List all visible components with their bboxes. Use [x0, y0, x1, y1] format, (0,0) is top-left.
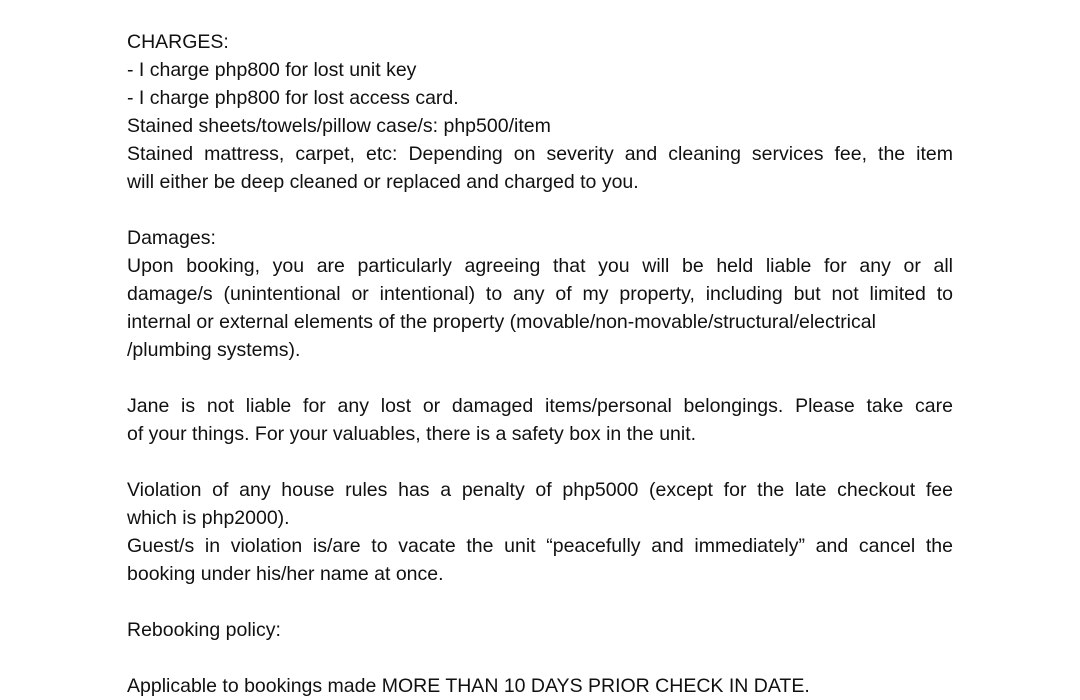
document-page [127, 28, 953, 700]
charge-stained-mattress-line-1: Stained mattress, carpet, etc: Depending on severity and cleaning services fee, the item [127, 143, 953, 165]
violation-line-2: which is php2000). [127, 507, 290, 529]
violation-line-1: Violation of any house rules has a penalty of php5000 (except for the late checkout fee [127, 479, 953, 501]
damages-line-2: damage/s (unintentional or intentional) to any of my property, including but not limited to [127, 283, 953, 305]
charge-stained-mattress-line-2: will either be deep cleaned or replaced and charged to you. [127, 171, 639, 193]
damages-line-1: Upon booking, you are particularly agreeing that you will be held liable for any or all [127, 255, 953, 277]
spacer [127, 196, 953, 224]
spacer [127, 364, 953, 392]
charge-item-lost-card: - I charge php800 for lost access card. [127, 87, 459, 109]
rebooking-applicability: Applicable to bookings made MORE THAN 10 DAYS PRIOR CHECK IN DATE. [127, 675, 810, 697]
damages-heading: Damages: [127, 227, 216, 249]
damages-line-3: internal or external elements of the property (movable/non-movable/structural/electrical [127, 311, 876, 333]
liability-line-1: Jane is not liable for any lost or damaged items/personal belongings. Please take care [127, 395, 953, 417]
violation-line-3: Guest/s in violation is/are to vacate the unit “peacefully and immediately” and cancel the [127, 535, 953, 557]
violation-line-4: booking under his/her name at once. [127, 563, 444, 585]
spacer [127, 588, 953, 616]
charge-item-lost-key: - I charge php800 for lost unit key [127, 59, 417, 81]
spacer [127, 448, 953, 476]
liability-line-2: of your things. For your valuables, there is a safety box in the unit. [127, 423, 697, 445]
charge-stained-linens: Stained sheets/towels/pillow case/s: php500/item [127, 115, 551, 137]
damages-line-4: /plumbing systems). [127, 339, 301, 361]
spacer [127, 644, 953, 672]
charges-heading: CHARGES: [127, 31, 229, 53]
rebooking-heading: Rebooking policy: [127, 619, 281, 641]
